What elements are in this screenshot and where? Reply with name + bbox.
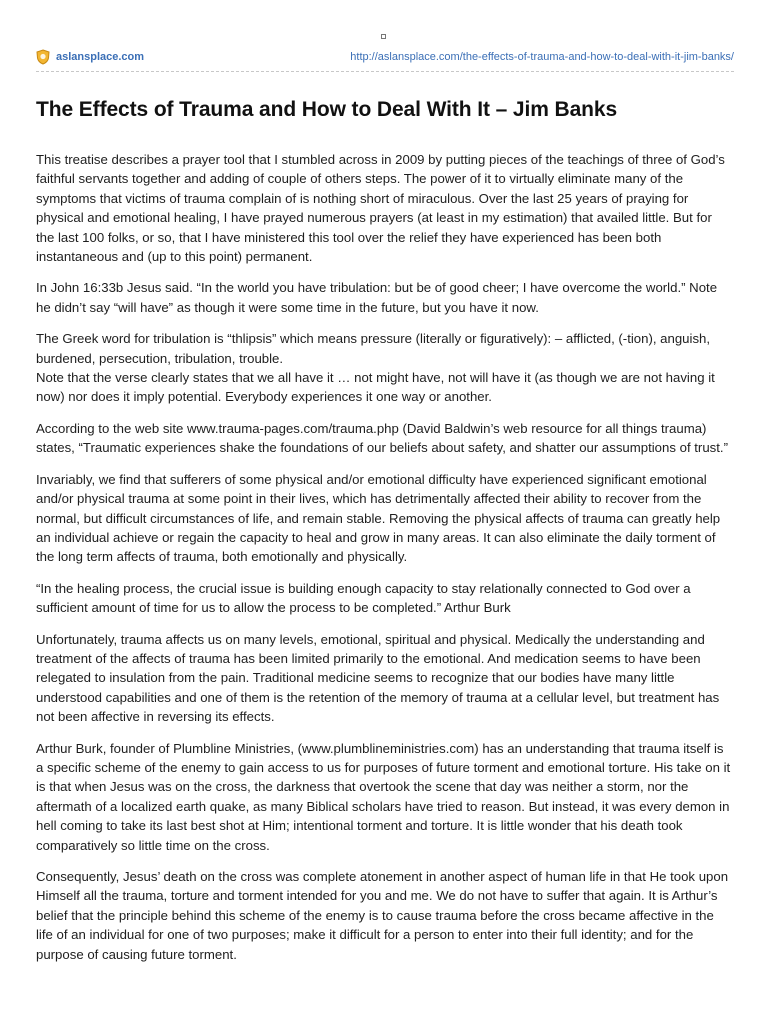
paragraph-john: In John 16:33b Jesus said. “In the world you have tribulation: but be of good cheer; I have overcome the world.” Note he didn’t say “will have” as though it were some time in the future, but you have it now. <box>36 280 718 315</box>
article-title: The Effects of Trauma and How to Deal With It – Jim Banks <box>36 98 618 121</box>
paragraph-quote-burk: “In the healing process, the crucial issue is building enough capacity to stay relationally connected to God over a sufficient amount of time for us to allow the process to be completed.” Arthur Burk <box>36 580 691 616</box>
paragraph-greek-word: The Greek word for tribulation is “thlipsis” which means pressure (literally or figuratively): – afflicted, (-tion), anguish, burdened, persecution, tribulation, trouble. <box>36 331 711 366</box>
site-name: aslansplace.com <box>56 51 145 63</box>
paragraph-trauma-pages: According to the web site www.trauma-pages.com/trauma.php (David Baldwin’s web resource for all things trauma) states, “Traumatic experiences shake the foundations of our beliefs about safety, and shatter our assumptions of trust.” <box>36 420 728 456</box>
source-url-link[interactable]: http://aslansplace.com/the-effects-of-trauma-and-how-to-deal-with-it-jim-banks/ <box>350 51 734 63</box>
article-body <box>36 150 732 976</box>
paragraph-intro: This treatise describes a prayer tool that I stumbled across in 2009 by putting pieces of the teachings of three of God’s faithful servants together and adding of couple of others steps. The power of it to virtually eliminate many of the symptoms that victims of trauma complain of is nothing short of miraculous. Over the last 25 years of praying for physical and emotional healing, I have prayed numerous prayers (at least in my estimation) that availed little. But for the last 100 folks, or so, that I have ministered this tool over the relief they have experienced has been both instantaneous and (up to this point) permanent. <box>36 152 725 265</box>
page-marker <box>381 34 386 39</box>
header-divider <box>36 71 734 72</box>
paragraph-unfortunately: Unfortunately, trauma affects us on many levels, emotional, spiritual and physical. Medically the understanding and treatment of the affects of trauma has been limited primarily to the emotional. And medication seems to have been relegated to insulation from the pain. Traditional medicine seems to recognize that our bodies have many little understood capabilities and one of them is the retention of the memory of trauma at a cellular level, but treatment has not been affective in reversing its effects. <box>36 631 720 725</box>
paragraph-consequently: Consequently, Jesus’ death on the cross was complete atonement in another aspect of human life in that He took upon Himself all the trauma, torture and torment intended for you and me. We do not have to suffer that again. It is Arthur’s belief that the principle behind this scheme of the enemy is to cause trauma before the cross became affective in the life of an individual for one of two purposes; make it difficult for a person to enter into their full identity; and for the purpose of causing future torment. <box>36 869 729 962</box>
shield-lion-icon <box>36 49 50 65</box>
paragraph-note-verse: Note that the verse clearly states that we all have it … not might have, not will have it (as though we are not having it now) nor does it imply potential. Everybody experiences it one way or another. <box>36 370 715 405</box>
page-header <box>36 48 734 66</box>
paragraph-arthur-burk: Arthur Burk, founder of Plumbline Ministries, (www.plumblineministries.com) has an understanding that trauma itself is a specific scheme of the enemy to gain access to us for purposes of future torment and emotional torture. His take on it is that when Jesus was on the cross, the darkness that overtook the scene that day was neither a storm, nor the aftermath of a localized earth quake, as many Biblical scholars have tried to reason. But instead, it was every demon in hell coming to take its last best shot at Him; intentional torment and torture. It is little wonder that his death took comparatively so little time on the cross. <box>36 740 731 853</box>
paragraph-invariably: Invariably, we find that sufferers of some physical and/or emotional difficulty have experienced significant emotional and/or physical trauma at some point in their lives, which has detrimentally affected their ability to recover from the normal, but difficult circumstances of life, and remain stable. Removing the physical affects of trauma can greatly help an individual achieve or regain the capacity to heal and grow in many areas. It can also eliminate the daily torment of the long term affects of trauma, both emotionally and physically. <box>36 471 721 565</box>
site-brand[interactable] <box>36 49 144 65</box>
